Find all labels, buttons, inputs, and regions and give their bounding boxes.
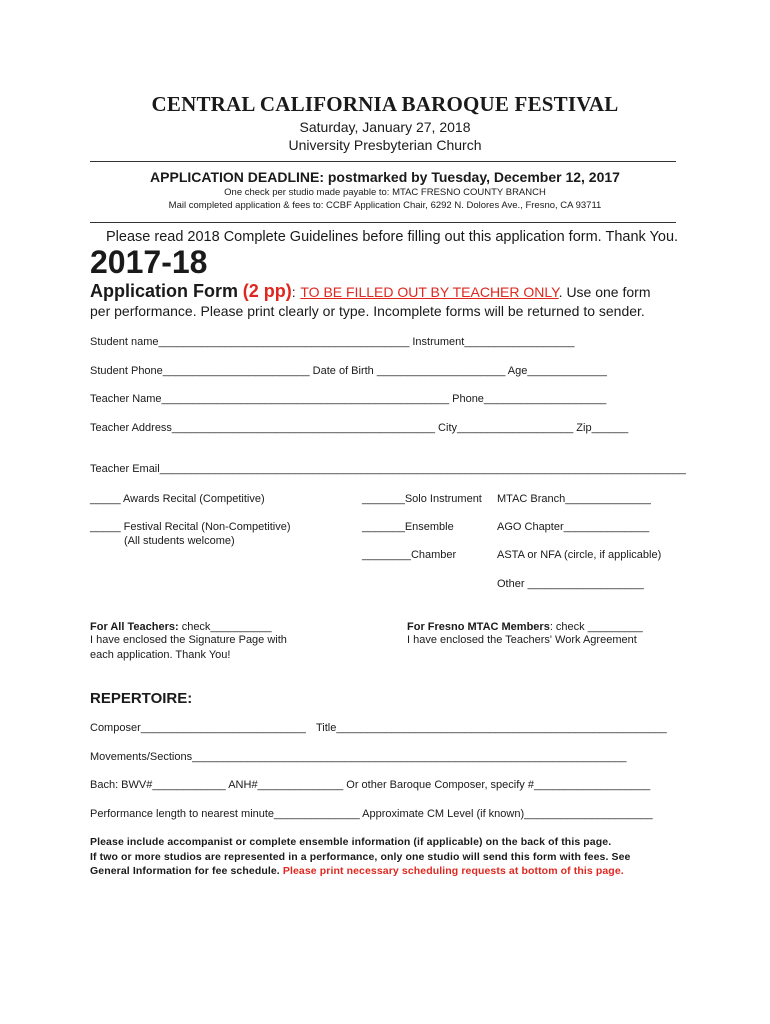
solo-instrument-option[interactable]: _______Solo Instrument	[362, 493, 482, 505]
form-title: Application Form	[90, 281, 238, 301]
chamber-option[interactable]: ________Chamber	[362, 549, 457, 561]
performance-instructions: per performance. Please print clearly or type. Incomplete forms will be returned to sender.	[90, 303, 645, 319]
fresno-label: For Fresno MTAC Members	[407, 621, 550, 633]
all-teachers-label: For All Teachers:	[90, 621, 179, 633]
check-note: One check per studio made payable to: MTAC FRESNO COUNTY BRANCH	[224, 187, 546, 198]
fresno-check-blank: : check _________	[549, 621, 643, 633]
page-count: (2 pp)	[242, 281, 292, 301]
teacher-name-field[interactable]: Teacher Name_______________________________________________ Phone____________________	[90, 393, 607, 405]
festival-title: CENTRAL CALIFORNIA BAROQUE FESTIVAL	[151, 92, 619, 116]
all-teachers-check[interactable]	[90, 621, 272, 633]
teacher-email-field[interactable]: Teacher Email______________________________________________________________________________________	[90, 463, 686, 475]
ensemble-option[interactable]: _______Ensemble	[362, 521, 454, 533]
all-teachers-check-blank: check__________	[178, 621, 272, 633]
mtac-branch-field[interactable]: MTAC Branch______________	[497, 493, 651, 505]
ago-chapter-field[interactable]: AGO Chapter______________	[497, 521, 650, 533]
awards-recital-option[interactable]: _____ Awards Recital (Competitive)	[90, 493, 265, 505]
other-field[interactable]: Other ___________________	[497, 578, 644, 590]
teacher-address-field[interactable]: Teacher Address___________________________________________ City___________________ Zip______	[90, 422, 629, 434]
guidelines-note: Please read 2018 Complete Guidelines before filling out this application form. Thank You.	[106, 229, 679, 245]
fee-schedule-note	[90, 865, 624, 877]
title-field[interactable]: Title______________________________________________________	[316, 722, 667, 734]
composer-field[interactable]: Composer___________________________	[90, 722, 306, 734]
student-phone-field[interactable]: Student Phone________________________ Date of Birth _____________________ Age_____________	[90, 365, 607, 377]
divider-top	[90, 161, 676, 162]
bach-catalog-field[interactable]: Bach: BWV#____________ ANH#______________ Or other Baroque Composer, specify #___________________	[90, 779, 651, 791]
student-name-field[interactable]: Student name_________________________________________ Instrument__________________	[90, 336, 575, 348]
repertoire-heading: REPERTOIRE:	[90, 690, 193, 707]
form-heading	[90, 281, 651, 302]
studio-fee-note: If two or more studios are represented in a performance, only one studio will send this form with fees. See	[90, 851, 631, 863]
mail-note: Mail completed application & fees to: CCBF Application Chair, 6292 N. Dolores Ave., Fresno, CA 93711	[168, 200, 602, 211]
divider-bottom	[90, 222, 676, 223]
accompanist-note: Please include accompanist or complete ensemble information (if applicable) on the back of this page.	[90, 836, 612, 848]
general-info-text: General Information for fee schedule.	[90, 865, 283, 877]
one-form-note: . Use one form	[558, 284, 651, 300]
heading-colon: :	[291, 284, 296, 300]
form-year: 2017-18	[90, 244, 208, 280]
work-agreement-note: I have enclosed the Teachers' Work Agreement	[407, 634, 637, 646]
movements-field[interactable]: Movements/Sections_______________________________________________________________________	[90, 751, 627, 763]
signature-note-1: I have enclosed the Signature Page with	[90, 634, 287, 646]
scheduling-request-note: Please print necessary scheduling requests at bottom of this page.	[282, 865, 624, 877]
signature-note-2: each application. Thank You!	[90, 649, 231, 661]
all-students-welcome: (All students welcome)	[124, 535, 235, 547]
teacher-only-notice: TO BE FILLED OUT BY TEACHER ONLY	[300, 284, 559, 300]
application-deadline: APPLICATION DEADLINE: postmarked by Tuesday, December 12, 2017	[150, 169, 620, 185]
event-date: Saturday, January 27, 2018	[299, 119, 471, 135]
event-venue: University Presbyterian Church	[288, 137, 482, 153]
fresno-mtac-check[interactable]	[407, 621, 643, 633]
performance-length-field[interactable]: Performance length to nearest minute______________ Approximate CM Level (if known)_____________________	[90, 808, 653, 820]
festival-recital-option[interactable]: _____ Festival Recital (Non-Competitive)	[90, 521, 291, 533]
asta-nfa-option[interactable]: ASTA or NFA (circle, if applicable)	[497, 549, 662, 561]
